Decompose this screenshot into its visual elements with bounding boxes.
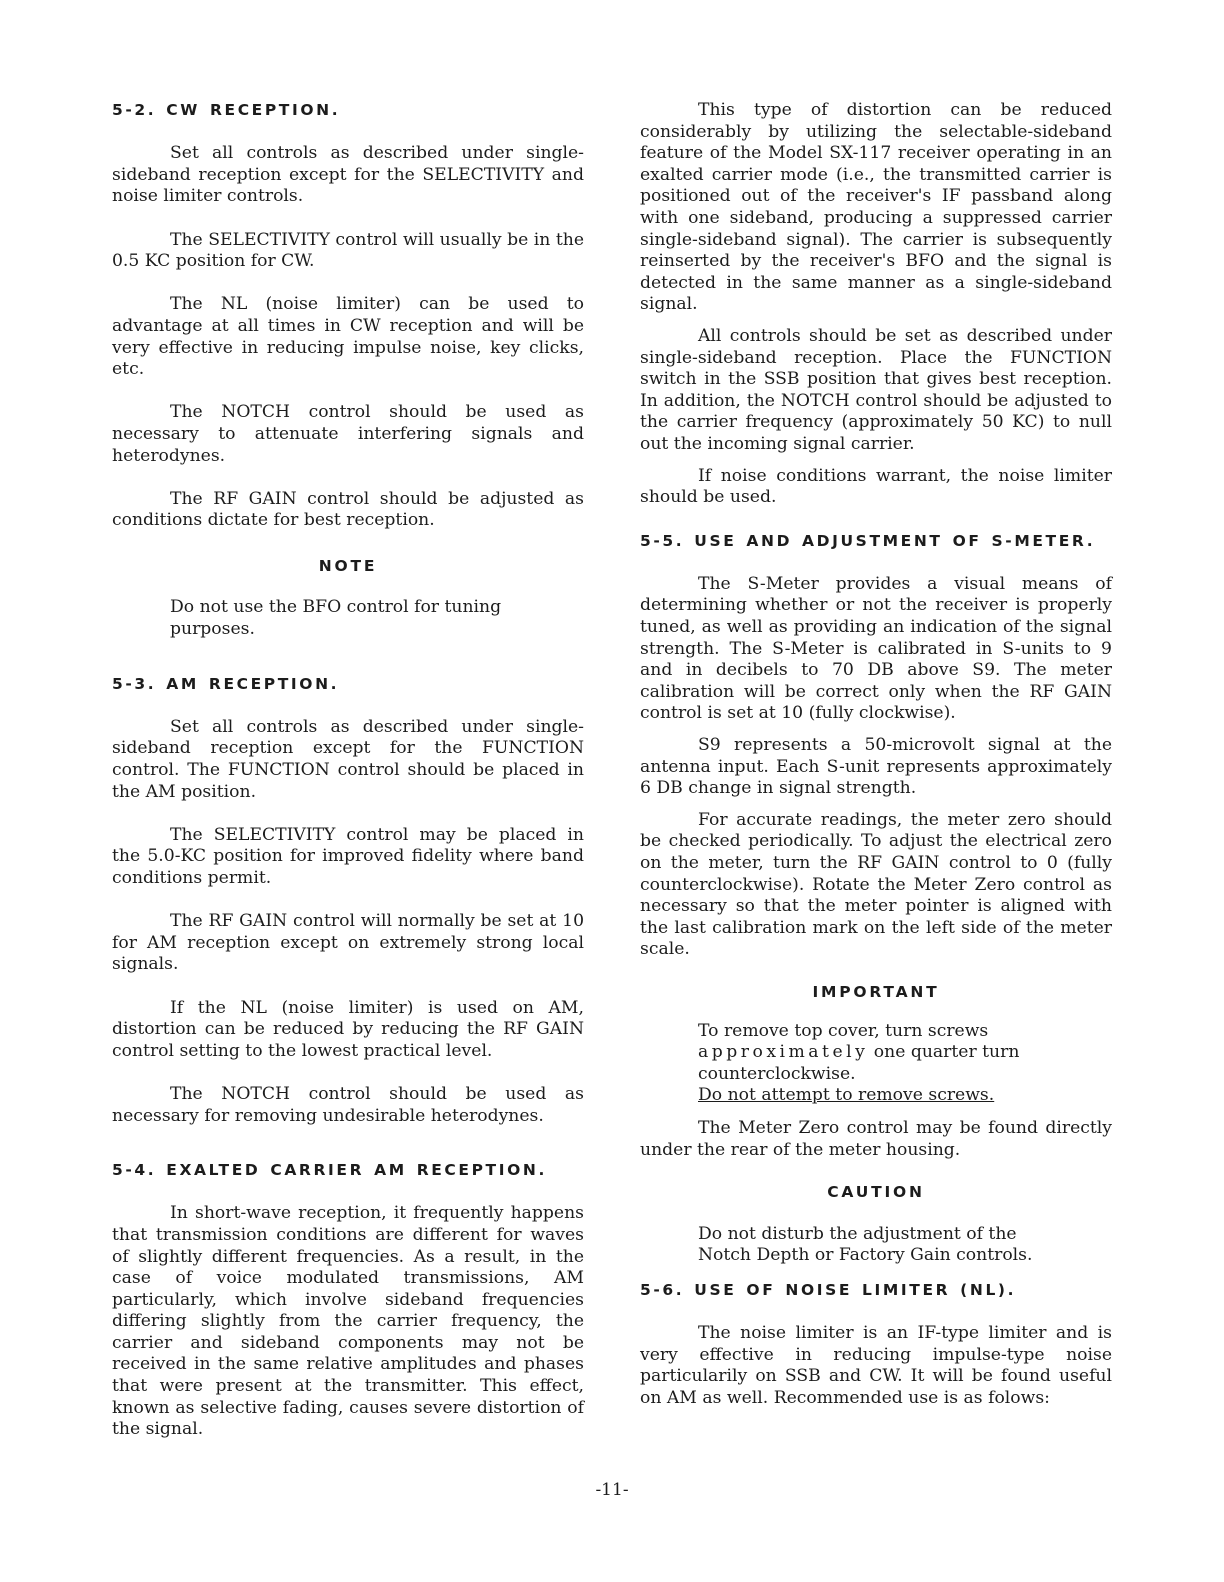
important-heading: IMPORTANT: [812, 982, 940, 1001]
paragraph: If noise conditions warrant, the noise limiter should be used.: [640, 465, 1112, 508]
paragraph: For accurate readings, the meter zero should be checked periodically. To adjust the electrical zero on the meter, turn the RF GAIN control to 0 (fully counterclockwise). Rotate the Meter Zero control as necessary so that the meter pointer is aligned with the last calibration mark on the left side of the meter scale.: [640, 809, 1112, 960]
paragraph: The S-Meter provides a visual means of determining whether or not the receiver is properly tuned, as well as providing an indication of the signal strength. The S-Meter is calibrated in S-units to 9 and in decibels to 70 DB above S9. The meter calibration will be correct only when the RF GAIN control is set at 10 (fully clockwise).: [640, 573, 1112, 724]
section-number: 5-2.: [112, 101, 157, 119]
note-paragraph: Do not use the BFO control for tuning purposes.: [170, 597, 502, 640]
paragraph: The NOTCH control should be used as necessary for removing undesirable heterodynes.: [112, 1083, 584, 1126]
page-number: -11-: [595, 1480, 629, 1500]
section-5-6-heading: [640, 1280, 1112, 1302]
paragraph: S9 represents a 50-microvolt signal at the antenna input. Each S-unit represents approximately 6 DB change in signal strength.: [640, 735, 1112, 799]
paragraph: The NOTCH control should be used as necessary to attenuate interfering signals and heterodynes.: [112, 402, 584, 466]
section-title: EXALTED CARRIER AM RECEPTION.: [166, 1161, 547, 1180]
paragraph: All controls should be set as described under single-sideband reception. Place the FUNCTION switch in the SSB position that gives best reception. In addition, the NOTCH control should be adjusted to the carrier frequency (approximately 50 KC) to null out the incoming signal carrier.: [640, 325, 1112, 454]
important-line: counterclockwise.: [698, 1063, 856, 1084]
important-line: [698, 1042, 1056, 1064]
important-line: To remove top cover, turn screws: [698, 1020, 989, 1041]
section-number: 5-6.: [640, 1280, 685, 1299]
note-text: [170, 597, 554, 640]
paragraph: The SELECTIVITY control may be placed in the 5.0-KC position for improved fidelity where band conditions permit.: [112, 824, 584, 888]
section-5-3-heading: [112, 674, 584, 696]
important-spaced-word: approximately: [698, 1042, 869, 1063]
left-column: [112, 100, 584, 1441]
right-column: [640, 100, 1112, 1409]
section-5-5-heading: [640, 531, 1112, 553]
caution-text: [698, 1224, 1062, 1267]
paragraph: Set all controls as described under single-sideband reception except for the SELECTIVITY and noise limiter controls.: [112, 143, 584, 207]
important-warning: Do not attempt to remove screws.: [698, 1085, 995, 1106]
paragraph: This type of distortion can be reduced considerably by utilizing the selectable-sideband feature of the Model SX-117 receiver operating in an exalted carrier mode (i.e., the transmitted carrier is positioned out of the receiver's IF passband along with one sideband, producing a suppressed carrier single-sideband signal). The carrier is subsequently reinserted by the receiver's BFO and the signal is detected in the same manner as a single-sideband signal.: [640, 100, 1112, 315]
section-number: 5-4.: [112, 1161, 157, 1180]
section-5-4-heading: [112, 1160, 584, 1182]
paragraph: The RF GAIN control will normally be set at 10 for AM reception except on extremely strong local signals.: [112, 911, 584, 975]
paragraph: In short-wave reception, it frequently happens that transmission conditions are different for waves of slightly different frequencies. As a result, in the case of voice modulated transmissions, AM particularly, which involve sideband frequencies differing slightly from the carrier frequency, the carrier and sideband components may not be received in the same relative amplitudes and phases that were present at the transmitter. This effect, known as selective fading, causes severe distortion of the signal.: [112, 1203, 584, 1440]
section-title: USE AND ADJUSTMENT OF S-METER.: [694, 531, 1096, 550]
section-title: CW RECEPTION.: [166, 101, 341, 119]
section-number: 5-5.: [640, 531, 685, 550]
section-title: AM RECEPTION.: [166, 674, 340, 693]
paragraph: The NL (noise limiter) can be used to advantage at all times in CW reception and will be very effective in reducing impulse noise, key clicks, etc.: [112, 294, 584, 380]
important-text: [698, 1021, 1056, 1107]
paragraph: The noise limiter is an IF-type limiter and is very effective in reducing impulse-type noise particularily on SSB and CW. It will be found useful on AM as well. Recommended use is as folows:: [640, 1323, 1112, 1408]
caution-paragraph: Do not disturb the adjustment of the Notch Depth or Factory Gain controls.: [698, 1223, 1033, 1266]
paragraph: The Meter Zero control may be found directly under the rear of the meter housing.: [640, 1117, 1112, 1160]
note-heading: NOTE: [318, 556, 378, 575]
paragraph: The SELECTIVITY control will usually be in the 0.5 KC position for CW.: [112, 229, 584, 272]
section-number: 5-3.: [112, 674, 157, 693]
important-line-rest: one quarter turn: [868, 1042, 1020, 1063]
caution-heading: CAUTION: [827, 1183, 925, 1202]
section-title: USE OF NOISE LIMITER (NL).: [694, 1280, 1017, 1299]
section-5-2-heading: [112, 100, 584, 122]
paragraph: If the NL (noise limiter) is used on AM, distortion can be reduced by reducing the RF GAIN control setting to the lowest practical level.: [112, 997, 584, 1061]
paragraph: Set all controls as described under single-sideband reception except for the FUNCTION control. The FUNCTION control should be placed in the AM position.: [112, 716, 584, 802]
paragraph: The RF GAIN control should be adjusted as conditions dictate for best reception.: [112, 488, 584, 531]
